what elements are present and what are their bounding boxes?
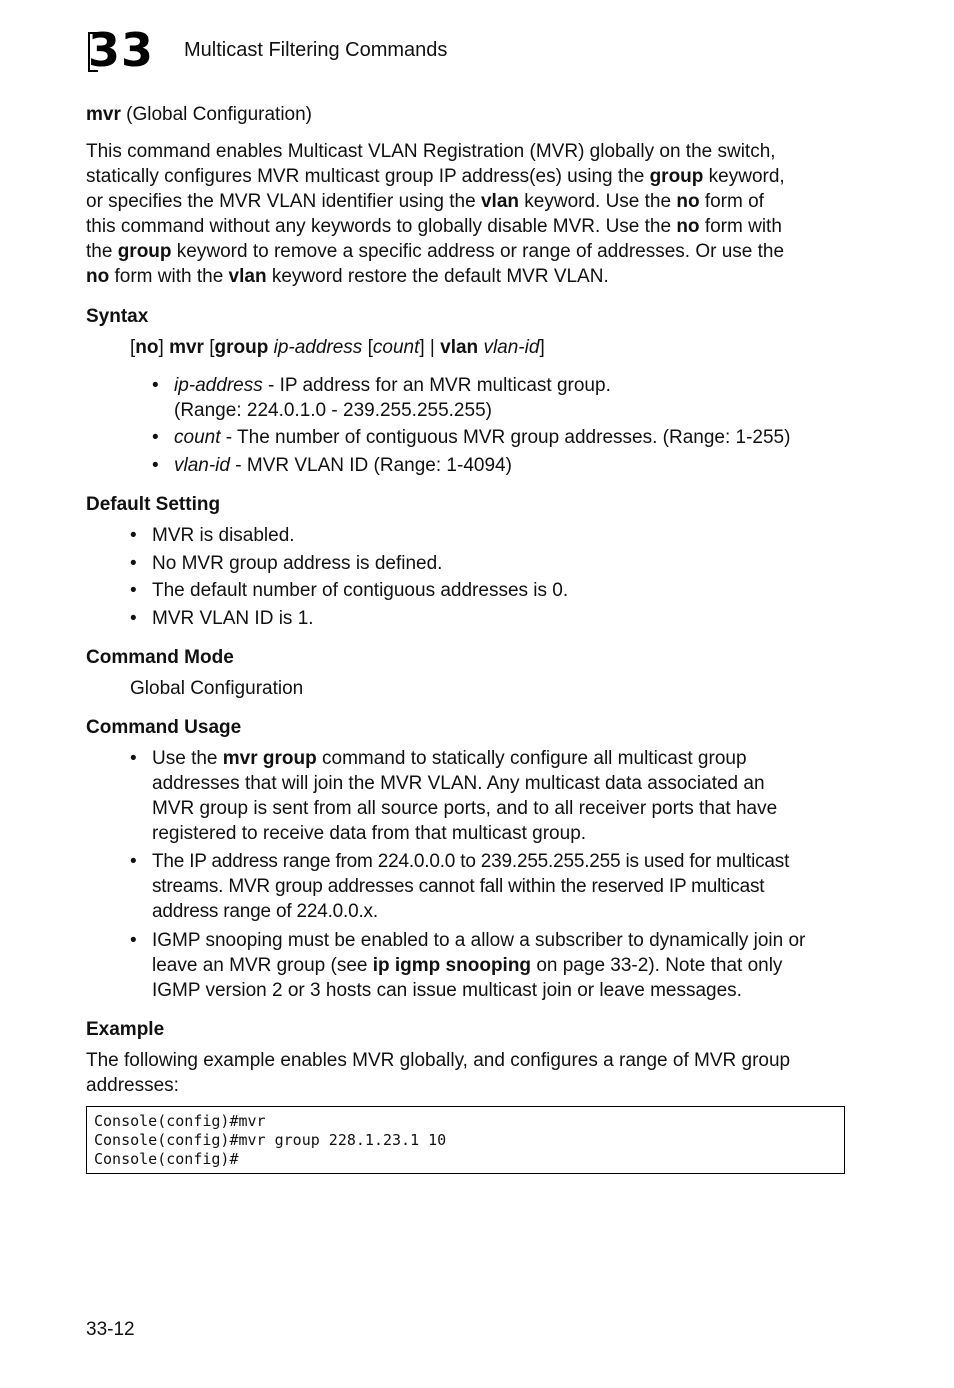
- intro-line: [86, 214, 856, 239]
- bullet-dot: •: [130, 930, 137, 951]
- param-name: ip-address: [174, 375, 263, 396]
- code-block: [86, 1106, 845, 1174]
- usage-line: addresses that will join the MVR VLAN. Any multicast data associated an: [152, 773, 765, 794]
- syntax-mvr: mvr: [169, 337, 204, 358]
- intro-text: keyword,: [703, 166, 785, 187]
- command-usage-heading: Command Usage: [86, 717, 242, 738]
- bullet-dot: •: [130, 748, 137, 769]
- example-heading: Example: [86, 1019, 165, 1040]
- usage-text: [152, 928, 805, 1003]
- bullet-dot: •: [152, 427, 159, 448]
- intro-line: [86, 164, 856, 189]
- syntax-bracket: ]: [158, 337, 170, 358]
- bullet-dot: •: [130, 608, 137, 629]
- usage-text: [152, 746, 777, 846]
- example-line: addresses:: [86, 1075, 179, 1096]
- param-desc: - IP address for an MVR multicast group.: [262, 375, 611, 396]
- intro-text: keyword to remove a specific address or range of addresses. Or use the: [171, 241, 785, 262]
- intro-line: [86, 189, 856, 214]
- usage-line: IGMP version 2 or 3 hosts can issue multicast join or leave messages.: [152, 980, 742, 1001]
- param-name: count: [174, 427, 221, 448]
- example-description: [86, 1048, 790, 1098]
- bullet-dot: •: [130, 851, 137, 872]
- intro-text: form with: [699, 216, 782, 237]
- syntax-bracket: ]: [539, 337, 545, 358]
- syntax-bracket: [: [203, 337, 215, 358]
- syntax-separator: ] |: [419, 337, 441, 358]
- syntax-vlan-id: vlan-id: [483, 337, 540, 358]
- usage-text: [152, 849, 789, 924]
- usage-line: registered to receive data from that multicast group.: [152, 823, 587, 844]
- code-line: Console(config)#mvr: [94, 1112, 266, 1130]
- param-desc: - The number of contiguous MVR group addresses. (Range: 1-255): [220, 427, 791, 448]
- usage-line: leave an MVR group (see: [152, 955, 373, 976]
- default-text: MVR VLAN ID is 1.: [152, 608, 314, 629]
- keyword-mvr-group: mvr group: [222, 748, 317, 769]
- intro-text: this command without any keywords to globally disable MVR. Use the: [86, 216, 677, 237]
- intro-paragraph: [86, 139, 856, 289]
- command-name: mvr: [86, 104, 121, 125]
- intro-text: statically configures MVR multicast group IP address(es) using the: [86, 166, 650, 187]
- intro-text: keyword. Use the: [519, 191, 677, 212]
- keyword-group: group: [117, 241, 172, 262]
- param-name: vlan-id: [174, 455, 230, 476]
- page-number: 33-12: [86, 1319, 135, 1340]
- chapter-title: Multicast Filtering Commands: [184, 39, 448, 61]
- keyword-ip-igmp-snooping: ip igmp snooping: [372, 955, 532, 976]
- usage-line: on page 33-2). Note that only: [531, 955, 783, 976]
- syntax-heading: Syntax: [86, 306, 149, 327]
- intro-text: form of: [699, 191, 764, 212]
- intro-text: keyword restore the default MVR VLAN.: [266, 266, 609, 287]
- usage-line: address range of 224.0.0.x.: [152, 901, 378, 922]
- bullet-dot: •: [152, 375, 159, 396]
- keyword-vlan: vlan: [228, 266, 267, 287]
- usage-line: streams. MVR group addresses cannot fall within the reserved IP multicast: [152, 876, 765, 897]
- command-mode-heading: Command Mode: [86, 647, 234, 668]
- command-title: [86, 102, 312, 127]
- syntax-bracket: [: [362, 337, 373, 358]
- keyword-no: no: [86, 266, 110, 287]
- param-range: (Range: 224.0.1.0 - 239.255.255.255): [174, 400, 492, 421]
- command-mode-value: Global Configuration: [130, 678, 304, 699]
- command-context: (Global Configuration): [126, 104, 313, 125]
- usage-line: command to statically configure all multicast group: [316, 748, 747, 769]
- intro-line: [86, 264, 856, 289]
- param-text: [174, 425, 790, 450]
- usage-line: MVR group is sent from all source ports, and to all receiver ports that have: [152, 798, 778, 819]
- syntax-ip-address: ip-address: [273, 337, 363, 358]
- syntax-count: count: [372, 337, 420, 358]
- intro-text: the: [86, 241, 118, 262]
- keyword-no: no: [676, 191, 700, 212]
- syntax-no: no: [135, 337, 159, 358]
- intro-text: or specifies the MVR VLAN identifier using the: [86, 191, 481, 212]
- usage-line: Use the: [152, 748, 223, 769]
- usage-line: IGMP snooping must be enabled to a allow a subscriber to dynamically join or: [152, 930, 806, 951]
- syntax-bracket: [: [130, 337, 136, 358]
- chapter-number: 33: [88, 23, 155, 77]
- bullet-dot: •: [152, 455, 159, 476]
- example-line: The following example enables MVR globally, and configures a range of MVR group: [86, 1050, 791, 1071]
- param-text: [174, 453, 512, 478]
- code-line: Console(config)#: [94, 1150, 239, 1168]
- default-text: MVR is disabled.: [152, 525, 295, 546]
- intro-text: This command enables Multicast VLAN Registration (MVR) globally on the switch,: [86, 141, 776, 162]
- syntax-group: group: [214, 337, 269, 358]
- intro-line: [86, 239, 856, 264]
- keyword-group: group: [649, 166, 704, 187]
- intro-text: form with the: [109, 266, 229, 287]
- intro-line: [86, 139, 856, 164]
- bullet-dot: •: [130, 580, 137, 601]
- bullet-dot: •: [130, 525, 137, 546]
- default-setting-heading: Default Setting: [86, 494, 221, 515]
- code-line: Console(config)#mvr group 228.1.23.1 10: [94, 1131, 447, 1149]
- syntax-line: [130, 335, 545, 360]
- param-desc: - MVR VLAN ID (Range: 1-4094): [229, 455, 512, 476]
- usage-line: The IP address range from 224.0.0.0 to 239.255.255.255 is used for multicast: [152, 851, 790, 872]
- param-text: [174, 373, 611, 423]
- syntax-vlan: vlan: [440, 337, 479, 358]
- keyword-vlan: vlan: [480, 191, 519, 212]
- default-text: The default number of contiguous addresses is 0.: [152, 580, 569, 601]
- bullet-dot: •: [130, 553, 137, 574]
- keyword-no: no: [676, 216, 700, 237]
- default-text: No MVR group address is defined.: [152, 553, 443, 574]
